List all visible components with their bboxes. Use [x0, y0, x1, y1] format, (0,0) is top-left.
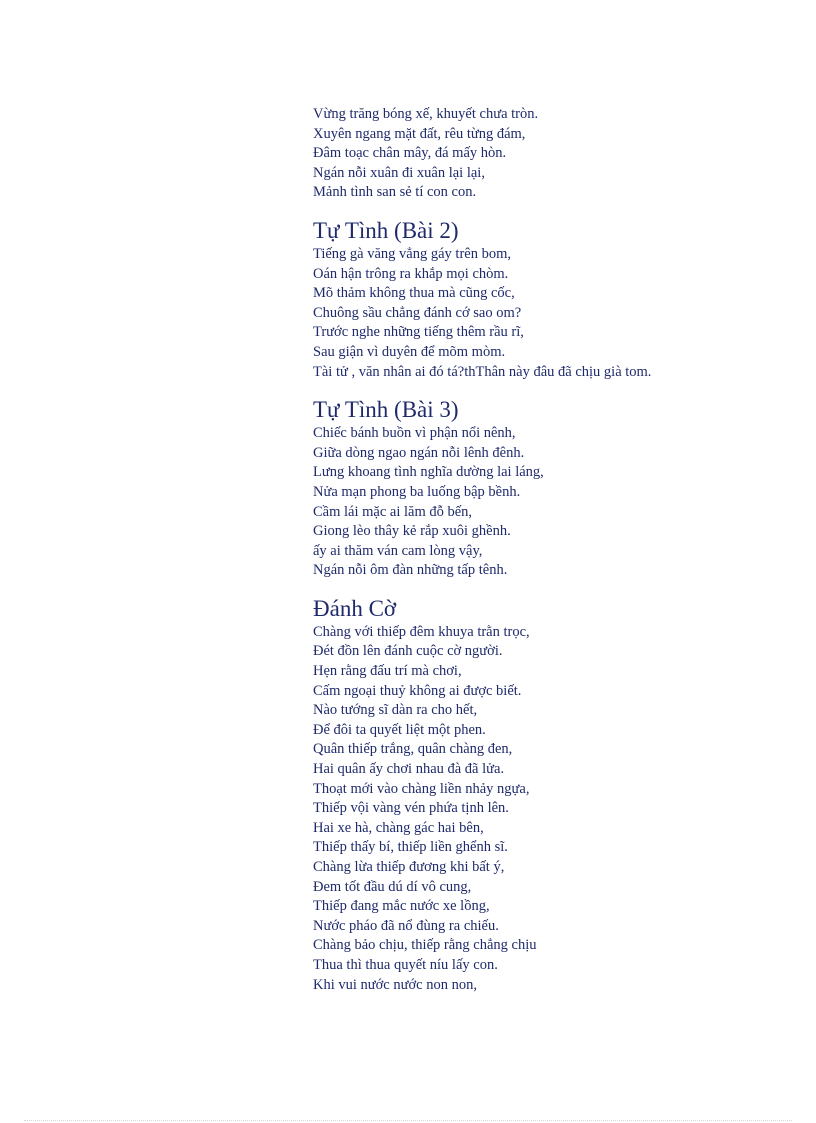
- poem-title: Tự Tình (Bài 2): [313, 217, 459, 243]
- poem-line: Thua thì thua quyết níu lấy con.: [313, 956, 498, 973]
- poem-line: Chàng với thiếp đêm khuya trằn trọc,: [313, 623, 530, 640]
- poem-tu-tinh-2: [313, 217, 773, 382]
- poem-danh-co: [313, 595, 773, 995]
- poem-line: ấy ai thăm ván cam lòng vậy,: [313, 542, 483, 559]
- poem-line: Oán hận trông ra khắp mọi chòm.: [313, 265, 509, 282]
- poem-line: Hẹn rằng đấu trí mà chơi,: [313, 663, 462, 680]
- poem-line: Ngán nỗi xuân đi xuân lại lại,: [313, 164, 485, 181]
- poem-line: Hai xe hà, chàng gác hai bên,: [313, 819, 484, 836]
- poem-line: Nửa mạn phong ba luống bập bềnh.: [313, 483, 521, 500]
- poem-line: Cầm lái mặc ai lăm đỗ bến,: [313, 503, 473, 520]
- poem-line: Cấm ngoại thuỷ không ai được biết.: [313, 682, 522, 699]
- intro-stanza: [313, 105, 773, 203]
- poem-line: Giữa dòng ngao ngán nỗi lênh đênh.: [313, 444, 525, 461]
- poem-line: Tài tử , văn nhân ai đó tá?thThân này đâu đã chịu già tom.: [313, 363, 652, 380]
- poem-line: Mảnh tình san sẻ tí con con.: [313, 184, 477, 201]
- poem-line: Nào tướng sĩ dàn ra cho hết,: [313, 702, 478, 719]
- poem-line: Đem tốt đầu dú dí vô cung,: [313, 878, 472, 895]
- poem-line: Thiếp đang mắc nước xe lồng,: [313, 898, 490, 915]
- poem-line: Thoạt mới vào chàng liền nhảy ngựa,: [313, 780, 530, 797]
- poem-line: Chàng bảo chịu, thiếp rằng chẳng chịu: [313, 937, 537, 954]
- poem-line: Giong lèo thây kẻ rắp xuôi ghềnh.: [313, 523, 511, 540]
- poem-line: Sau giận vì duyên để mõm mòm.: [313, 343, 506, 360]
- poem-line: Khi vui nước nước non non,: [313, 976, 477, 993]
- poem-line: Quân thiếp trắng, quân chàng đen,: [313, 741, 513, 758]
- poem-line: Chàng lừa thiếp đương khi bất ý,: [313, 859, 505, 875]
- poem-content: [313, 105, 773, 995]
- poem-line: Để đôi ta quyết liệt một phen.: [313, 721, 486, 738]
- poem-line: Xuyên ngang mặt đất, rêu từng đám,: [313, 125, 526, 142]
- page-bottom-rule: [24, 1120, 792, 1121]
- poem-line: Đâm toạc chân mây, đá mấy hòn.: [313, 145, 507, 162]
- poem-line: Thiếp vội vàng vén phứa tịnh lên.: [313, 800, 509, 817]
- poem-line: Nước pháo đã nổ đùng ra chiếu.: [313, 917, 499, 934]
- poem-line: Chuông sầu chẳng đánh cớ sao om?: [313, 304, 522, 321]
- poem-title: Đánh Cờ: [313, 595, 397, 621]
- poem-line: Vừng trăng bóng xế, khuyết chưa tròn.: [313, 106, 539, 122]
- poem-line: Mõ thảm không thua mà cũng cốc,: [313, 285, 515, 302]
- poem-line: Ngán nỗi ôm đàn những tấp tênh.: [313, 562, 508, 579]
- poem-line: Chiếc bánh buồn vì phận nổi nênh,: [313, 425, 516, 442]
- poem-line: Hai quân ấy chơi nhau đà đã lửa.: [313, 761, 505, 778]
- poem-tu-tinh-3: [313, 396, 773, 581]
- poem-line: Trước nghe những tiếng thêm rầu rĩ,: [313, 324, 524, 341]
- poem-line: Thiếp thấy bí, thiếp liền ghểnh sĩ.: [313, 839, 508, 856]
- poem-line: Lưng khoang tình nghĩa dường lai láng,: [313, 464, 544, 481]
- poem-line: Tiếng gà văng vẳng gáy trên bom,: [313, 245, 512, 262]
- poem-line: Đét đồn lên đánh cuộc cờ người.: [313, 643, 503, 660]
- poem-title: Tự Tình (Bài 3): [313, 397, 459, 423]
